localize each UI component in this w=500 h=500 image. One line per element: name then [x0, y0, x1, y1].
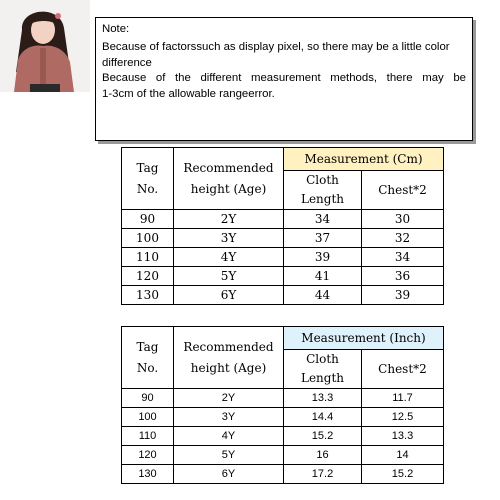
- chest-cell: 15.2: [362, 465, 444, 484]
- measurement-header: Measurement (Cm): [284, 148, 444, 171]
- tag-header-line1: Tag: [136, 160, 159, 175]
- tag-header-line2: No.: [136, 181, 159, 196]
- tag-cell: 90: [122, 389, 174, 408]
- product-photo: [0, 0, 90, 92]
- length-cell: 14.4: [284, 408, 362, 427]
- cloth-length-line2: Length: [300, 192, 345, 206]
- note-box: [95, 17, 473, 141]
- girl-photo-illustration: [0, 0, 90, 92]
- chest-cell: 14: [362, 446, 444, 465]
- tag-cell: 120: [122, 446, 174, 465]
- table-row: [122, 389, 444, 408]
- note-line: Because of factorssuch as display pixel, so there may be a little color: [102, 40, 450, 53]
- table-row: [122, 446, 444, 465]
- chest-cell: 12.5: [362, 408, 444, 427]
- header-row: [122, 148, 444, 171]
- note-line: 1-3cm of the allowable rangeerror.: [102, 88, 275, 101]
- table-row: [122, 210, 444, 229]
- table-row: [122, 229, 444, 248]
- length-cell: 37: [284, 229, 362, 248]
- age-cell: 3Y: [174, 229, 284, 248]
- table-row: [122, 248, 444, 267]
- age-cell: 2Y: [174, 210, 284, 229]
- table-row: [122, 267, 444, 286]
- cloth-length-header: [284, 171, 362, 210]
- age-cell: 4Y: [174, 427, 284, 446]
- chest-cell: 36: [362, 267, 444, 286]
- tag-cell: 110: [122, 248, 174, 267]
- table-row: [122, 408, 444, 427]
- header-row: [122, 327, 444, 350]
- tag-header: [122, 327, 174, 389]
- recommended-header-line2: height (Age): [190, 181, 267, 196]
- chest-cell: 32: [362, 229, 444, 248]
- recommended-header-line1: Recommended: [183, 160, 274, 175]
- recommended-header-line2: height (Age): [190, 360, 267, 375]
- note-line: difference: [102, 56, 152, 69]
- length-cell: 39: [284, 248, 362, 267]
- age-cell: 3Y: [174, 408, 284, 427]
- chest-header: Chest*2: [362, 171, 444, 210]
- age-cell: 2Y: [174, 389, 284, 408]
- length-cell: 34: [284, 210, 362, 229]
- tag-header-line1: Tag: [136, 339, 159, 354]
- table-row: [122, 465, 444, 484]
- cloth-length-line1: Cloth: [306, 352, 339, 366]
- chest-cell: 39: [362, 286, 444, 305]
- table-row: [122, 427, 444, 446]
- tag-header: [122, 148, 174, 210]
- length-cell: 41: [284, 267, 362, 286]
- recommended-header-line1: Recommended: [183, 339, 274, 354]
- chest-cell: 30: [362, 210, 444, 229]
- chest-header: Chest*2: [362, 350, 444, 389]
- tag-cell: 100: [122, 408, 174, 427]
- length-cell: 16: [284, 446, 362, 465]
- tag-cell: 110: [122, 427, 174, 446]
- size-table-cm: [121, 147, 444, 305]
- chest-cell: 11.7: [362, 389, 444, 408]
- note-title: Note:: [102, 23, 130, 35]
- age-cell: 5Y: [174, 446, 284, 465]
- length-cell: 15.2: [284, 427, 362, 446]
- recommended-header: [174, 148, 284, 210]
- cloth-length-line2: Length: [300, 371, 345, 385]
- tag-cell: 130: [122, 465, 174, 484]
- size-table-inch: [121, 326, 444, 484]
- age-cell: 6Y: [174, 465, 284, 484]
- length-cell: 13.3: [284, 389, 362, 408]
- cloth-length-header: [284, 350, 362, 389]
- age-cell: 5Y: [174, 267, 284, 286]
- tag-cell: 90: [122, 210, 174, 229]
- chest-cell: 34: [362, 248, 444, 267]
- cloth-length-line1: Cloth: [306, 173, 339, 187]
- measurement-header: Measurement (Inch): [284, 327, 444, 350]
- note-line: Because of the different measurement methods, there may be: [102, 72, 466, 85]
- tag-cell: 100: [122, 229, 174, 248]
- tag-header-line2: No.: [136, 360, 159, 375]
- length-cell: 17.2: [284, 465, 362, 484]
- tag-cell: 120: [122, 267, 174, 286]
- length-cell: 44: [284, 286, 362, 305]
- tag-cell: 130: [122, 286, 174, 305]
- table-row: [122, 286, 444, 305]
- recommended-header: [174, 327, 284, 389]
- age-cell: 4Y: [174, 248, 284, 267]
- chest-cell: 13.3: [362, 427, 444, 446]
- age-cell: 6Y: [174, 286, 284, 305]
